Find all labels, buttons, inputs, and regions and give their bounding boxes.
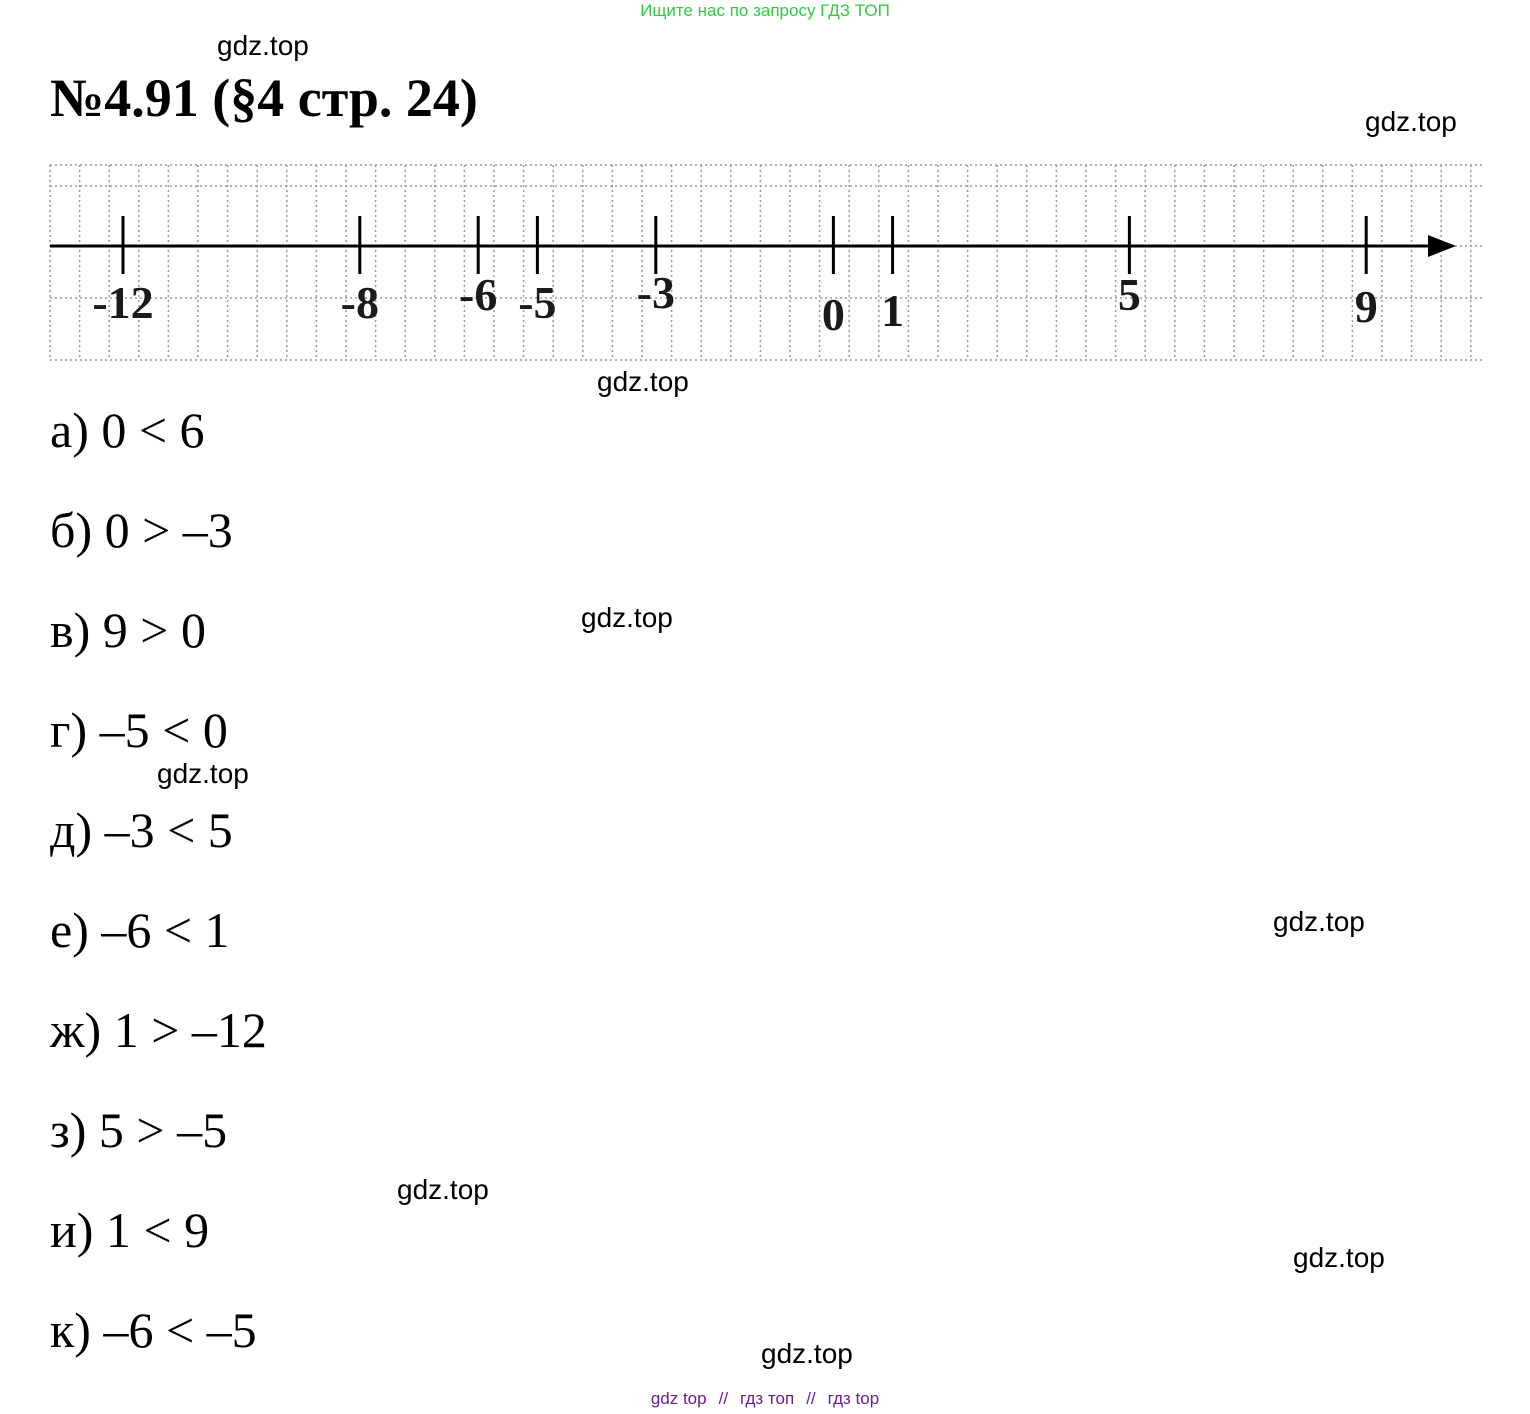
watermark: gdz.top xyxy=(597,366,689,397)
watermark: gdz.top xyxy=(397,1174,489,1205)
footer-separator: // xyxy=(806,1389,816,1408)
tick-label: -12 xyxy=(92,277,154,328)
footer-separator: // xyxy=(718,1389,729,1408)
tick-label: 5 xyxy=(1117,269,1141,320)
watermark: gdz.top xyxy=(157,758,249,789)
footer-link[interactable]: гдз top xyxy=(827,1389,880,1408)
answer-item: и) 1 < 9 xyxy=(50,1202,210,1258)
watermark: gdz.top xyxy=(581,602,673,633)
tick-label: -5 xyxy=(518,277,557,328)
number-line xyxy=(0,150,1530,370)
tick-label: 1 xyxy=(881,285,905,336)
tick-label: 9 xyxy=(1354,281,1378,332)
tick-label: -6 xyxy=(459,269,498,320)
axis-arrow xyxy=(1428,235,1456,257)
grid xyxy=(50,165,1484,360)
answer-item: в) 9 > 0 xyxy=(50,602,206,658)
watermark: gdz.top xyxy=(1293,1242,1385,1273)
watermark: gdz.top xyxy=(217,30,309,61)
answer-item: г) –5 < 0 xyxy=(50,702,228,758)
answer-item: а) 0 < 6 xyxy=(50,402,205,458)
answer-item: ж) 1 > –12 xyxy=(50,1002,267,1058)
footer-link[interactable]: gdz top xyxy=(650,1389,707,1408)
answer-item: д) –3 < 5 xyxy=(50,802,233,858)
tick-label: 0 xyxy=(821,289,845,340)
answer-item: е) –6 < 1 xyxy=(50,902,230,958)
tick-label: -8 xyxy=(340,277,379,328)
top-banner: Ищите нас по запросу ГДЗ ТОП xyxy=(640,1,890,20)
tick-label: -3 xyxy=(636,267,675,318)
watermark: gdz.top xyxy=(761,1338,853,1369)
answer-item: з) 5 > –5 xyxy=(50,1102,228,1158)
answer-item: б) 0 > –3 xyxy=(50,502,233,558)
answer-item: к) –6 < –5 xyxy=(50,1302,257,1358)
footer-links xyxy=(0,1388,1530,1410)
page-title: №4.91 (§4 стр. 24) xyxy=(50,68,478,128)
watermark: gdz.top xyxy=(1273,906,1365,937)
footer-link[interactable]: гдз топ xyxy=(740,1389,795,1408)
watermark: gdz.top xyxy=(1365,106,1457,137)
